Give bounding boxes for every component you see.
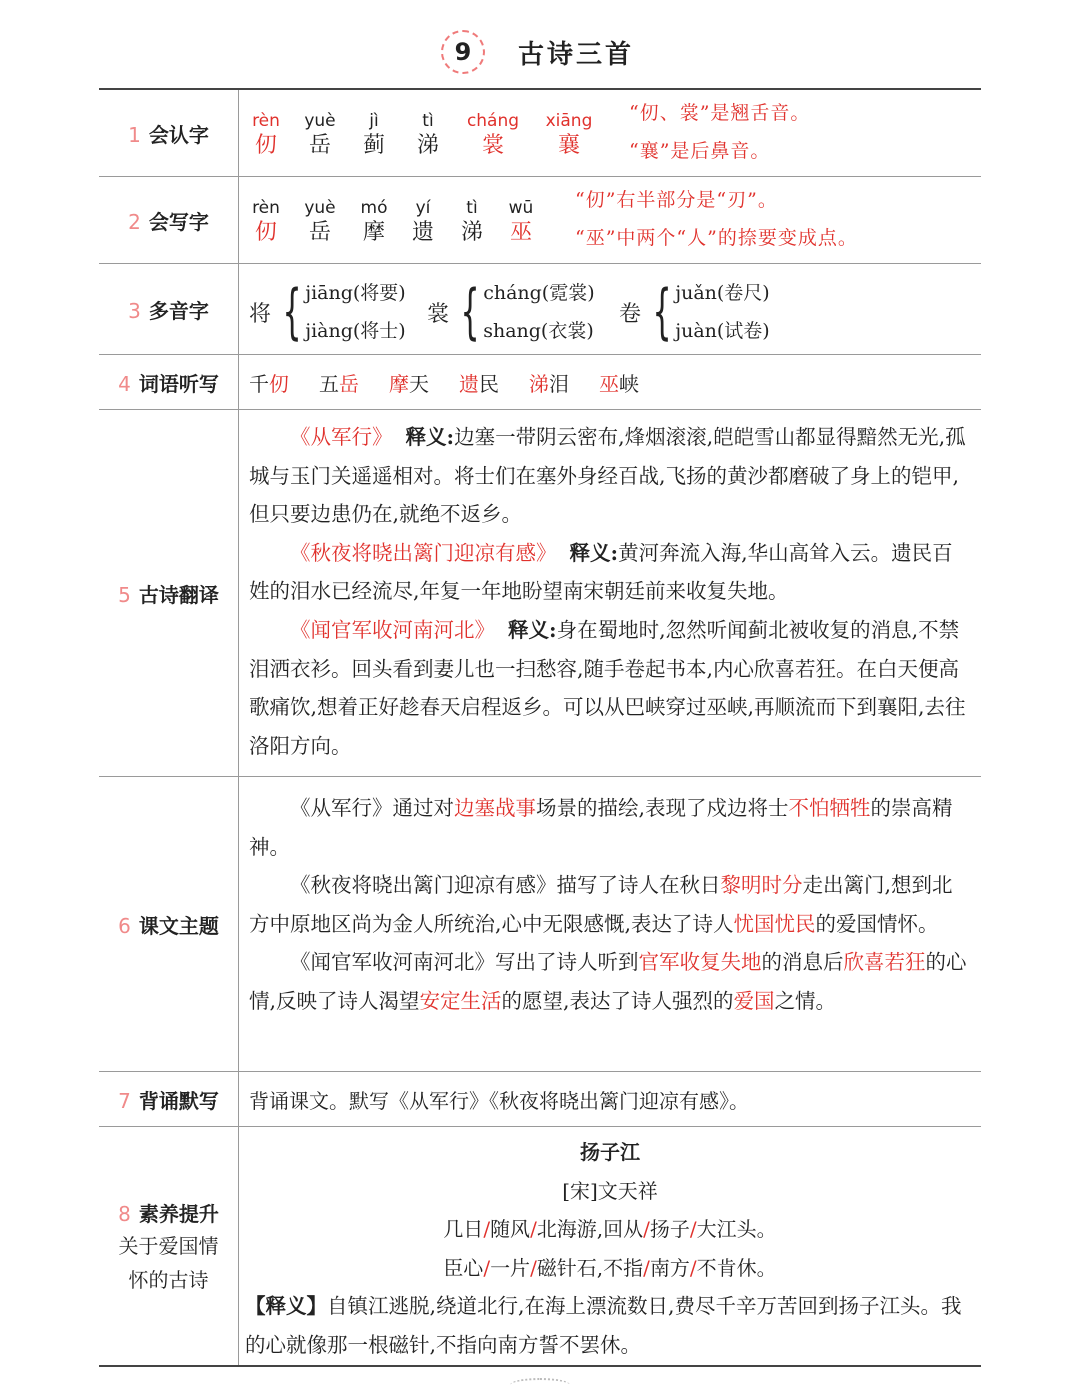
word-char: 巫 (599, 371, 619, 396)
character: 襄 (557, 133, 580, 158)
word-char: 五 (319, 371, 339, 396)
text: 一片 (490, 1255, 531, 1280)
character: 岳 (308, 133, 331, 158)
row-content (239, 777, 981, 1071)
row-title: 背诵默写 (138, 1088, 219, 1113)
row-dictation (99, 355, 981, 410)
row-recognize-chars (99, 90, 981, 177)
row-content (239, 264, 981, 354)
note-line: “仞、裳”是翘舌音。 (629, 102, 811, 124)
lesson-number: 9 (454, 38, 472, 66)
row-title: 词语听写 (138, 371, 219, 396)
recite-text: 背诵课文。默写《从军行》《秋夜将晓出篱门迎凉有感》。 (249, 1088, 749, 1113)
char-item (239, 197, 293, 247)
word-char: 摩 (389, 371, 409, 396)
reading: juàn(试卷) (675, 320, 770, 342)
brace-icon: { (652, 277, 672, 347)
highlight: 欣喜若狂 (843, 950, 926, 975)
reading: juǎn(卷尺) (675, 282, 770, 304)
word-char: 遗 (459, 371, 479, 396)
word (249, 368, 289, 397)
polyphone-item (427, 274, 595, 350)
note-line: “仞”右半部分是“刃”。 (575, 189, 778, 211)
char-item (531, 110, 607, 160)
poem-title: 扬子江 (580, 1140, 640, 1164)
row-content (239, 1127, 981, 1365)
pinyin: tì (466, 198, 478, 218)
gloss-key: 释义: (508, 617, 557, 642)
lesson-number-badge (441, 30, 485, 74)
decorative-dots (510, 1378, 570, 1392)
highlight: 边塞战事 (454, 796, 536, 820)
row-theme (99, 777, 981, 1072)
char-item (401, 110, 455, 160)
poem-line: 几日/随风/北海游,回从/扬子/大江头。 (443, 1217, 777, 1242)
pinyin: xiāng (545, 111, 593, 131)
pinyin: wū (508, 198, 534, 218)
word (599, 368, 639, 397)
note-line: “襄”是后鼻音。 (629, 140, 771, 162)
text: 的爱国情怀。 (815, 911, 939, 936)
text: 南方 (649, 1255, 690, 1280)
word (529, 368, 569, 397)
theme-paragraph (249, 789, 971, 866)
gloss-text: 身在蜀地时,忽然听闻蓟北被收复的消息,不禁泪洒衣衫。回头看到妻儿也一扫愁容,随手卷起书本,内心欣喜若狂。在白天便高歌痛饮,想着正好趁春天启程返乡。可以从巴峡穿过巫峡,再顺流而下到襄阳,去往洛阳方向。 (249, 617, 966, 758)
highlight: 官军收复失地 (638, 950, 762, 975)
highlight: 爱国 (733, 988, 775, 1013)
row-title: 会认字 (148, 122, 209, 147)
row-title: 古诗翻译 (138, 582, 219, 607)
char-item (293, 197, 347, 247)
word-char: 岳 (339, 371, 359, 396)
row-content (239, 90, 981, 176)
text: 的愿望,表达了诗人强烈的 (501, 988, 734, 1013)
char-item (401, 197, 445, 247)
text: 场景的描绘,表现了戍边将士 (536, 796, 789, 820)
text: 《从军行》通过对 (290, 796, 454, 820)
character: 裳 (481, 133, 504, 158)
row-label (99, 177, 239, 263)
text: 北海游,回从 (536, 1217, 644, 1242)
reading: jiàng(将士) (305, 320, 406, 342)
row-polyphones (99, 264, 981, 355)
row-label (99, 264, 239, 354)
word-char: 泪 (549, 371, 569, 396)
summary-table (99, 88, 981, 1367)
word-char: 仞 (269, 371, 289, 396)
polyphone-item (619, 274, 770, 350)
text: 磁针石,不指 (536, 1255, 644, 1280)
gloss-text: 边塞一带阴云密布,烽烟滚滚,皑皑雪山都显得黯然无光,孤城与玉门关遥遥相对。将士们在塞外身经百战,飞扬的黄沙都磨破了身上的铠甲,但只要边患仍在,就绝不返乡。 (249, 425, 966, 527)
polyphone-item (249, 274, 406, 350)
row-title: 会写字 (148, 209, 209, 234)
row-extension (99, 1127, 981, 1367)
row-label (99, 410, 239, 776)
poem-line: 臣心/一片/磁针石,不指/南方/不肯休。 (443, 1255, 777, 1280)
row-title: 课文主题 (138, 913, 219, 938)
text: 的消息后 (761, 950, 844, 975)
extension-poem (249, 1133, 971, 1287)
poem-author: [宋]文天祥 (562, 1178, 658, 1203)
row-content (239, 410, 981, 776)
note-line: “巫”中两个“人”的捺要变成点。 (575, 227, 858, 249)
row-content (239, 1072, 981, 1126)
text: 走出篱门,想到北方中原地区尚为金人所统治,心中无限感慨,表达了诗人 (249, 873, 953, 936)
character: 遗 (411, 220, 434, 245)
row-number: 4 (118, 371, 131, 396)
char-item (293, 110, 347, 160)
translation-paragraph (249, 534, 971, 611)
character: 涕 (460, 220, 483, 245)
word-char: 千 (249, 371, 269, 396)
pinyin: yí (415, 198, 431, 218)
row-number: 3 (128, 298, 141, 323)
word-char: 民 (479, 371, 499, 396)
highlight: 不怕牺牲 (788, 796, 871, 820)
highlight: 忧国忧民 (733, 911, 816, 936)
word-char: 峡 (619, 371, 639, 396)
gloss-text: 黄河奔流入海,华山高耸入云。遗民百姓的泪水已经流尽,年复一年地盼望南宋朝廷前来收复失地。 (249, 540, 953, 604)
pinyin: yuè (304, 198, 336, 218)
row-number: 6 (118, 913, 131, 938)
character: 仞 (254, 133, 277, 158)
brace-icon: { (460, 277, 480, 347)
text: 《闻官军收河南河北》写出了诗人听到 (290, 950, 639, 975)
pinyin: yuè (304, 111, 336, 131)
word (319, 368, 359, 397)
row-content (239, 355, 981, 409)
row-label (99, 90, 239, 176)
char-item (499, 197, 543, 247)
highlight: 安定生活 (419, 988, 502, 1013)
char-item (347, 197, 401, 247)
pinyin: mó (360, 198, 388, 218)
pinyin: tì (422, 111, 434, 131)
text: 《秋夜将晓出篱门迎凉有感》描写了诗人在秋日 (290, 873, 721, 898)
row-subtitle: 关于爱国情 (118, 1233, 219, 1258)
word (389, 368, 429, 397)
text: 大江头。 (696, 1217, 777, 1242)
poem-gloss (245, 1287, 971, 1364)
row-number: 5 (118, 582, 131, 607)
char-item (455, 110, 531, 160)
row-content (239, 177, 981, 263)
row-translation (99, 410, 981, 777)
gloss-text: 自镇江逃脱,绕道北行,在海上漂流数日,费尽千辛万苦回到扬子江头。我的心就像那一根磁针,不指向南方誓不罢休。 (245, 1294, 962, 1357)
row-label (99, 777, 239, 1071)
text: 的崇高精神。 (249, 796, 953, 859)
text: 随风 (490, 1217, 531, 1242)
translation-paragraph (249, 418, 971, 534)
word-char: 涕 (529, 371, 549, 396)
pinyin: jì (369, 111, 379, 131)
poem-title-ref: 《闻官军收河南河北》 (290, 617, 495, 642)
theme-paragraph (249, 866, 971, 943)
reading: jiāng(将要) (305, 282, 406, 304)
text: 不肯休。 (696, 1255, 777, 1280)
row-number: 7 (118, 1088, 131, 1113)
word-char: 天 (409, 371, 429, 396)
character: 摩 (362, 220, 385, 245)
gloss-key: 释义: (405, 425, 455, 449)
row-title: 素养提升 (138, 1201, 219, 1226)
character: 巫 (509, 220, 532, 245)
reading: shang(衣裳) (483, 320, 594, 342)
reading: cháng(霓裳) (483, 282, 595, 304)
pinyin: rèn (252, 198, 280, 218)
pinyin: cháng (466, 111, 520, 131)
polyphone-char: 裳 (427, 301, 450, 327)
row-title: 多音字 (148, 298, 209, 323)
row-label (99, 1072, 239, 1126)
theme-paragraph (249, 943, 971, 1020)
character: 蓟 (362, 133, 385, 158)
row-label (99, 1127, 239, 1365)
word (459, 368, 499, 397)
row-label (99, 355, 239, 409)
row-subtitle: 怀的古诗 (128, 1267, 209, 1292)
lesson-header (0, 24, 1080, 80)
row-write-chars (99, 177, 981, 264)
row-number: 8 (118, 1201, 131, 1226)
character: 岳 (308, 220, 331, 245)
text: 臣心 (443, 1255, 484, 1280)
pinyin: rèn (252, 111, 280, 131)
row-recite (99, 1072, 981, 1127)
character: 涕 (416, 133, 439, 158)
polyphone-char: 将 (249, 301, 272, 327)
gloss-key: 【释义】 (245, 1294, 327, 1319)
poem-title-ref: 《秋夜将晓出篱门迎凉有感》 (290, 540, 557, 565)
char-item (445, 197, 499, 247)
row-number: 1 (128, 122, 141, 147)
translation-paragraph (249, 611, 971, 765)
lesson-title: 古诗三首 (518, 40, 635, 70)
text: 扬子 (649, 1217, 690, 1242)
text: 的心情,反映了诗人渴望 (249, 950, 967, 1013)
text: 之情。 (774, 988, 837, 1013)
text: 几日 (443, 1217, 484, 1242)
char-item (239, 110, 293, 160)
row-number: 2 (128, 209, 141, 234)
gloss-key: 释义: (569, 540, 619, 565)
brace-icon: { (282, 277, 302, 347)
char-item (347, 110, 401, 160)
highlight: 黎明时分 (720, 873, 803, 898)
character: 仞 (254, 220, 277, 245)
poem-title-ref: 《从军行》 (290, 425, 393, 449)
polyphone-char: 卷 (619, 301, 642, 327)
